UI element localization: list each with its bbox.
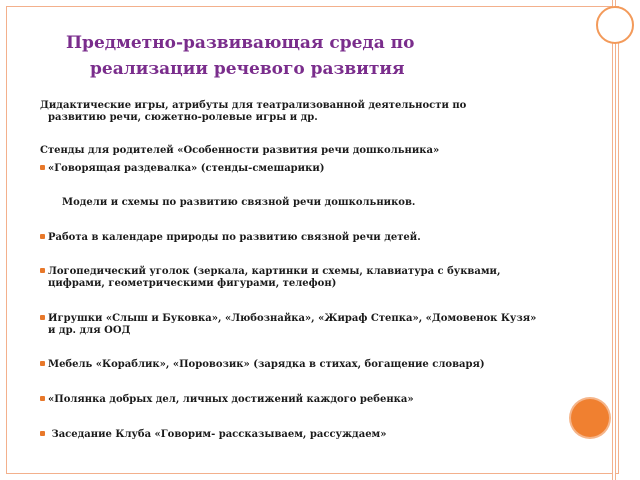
bullet-icon [40, 431, 45, 436]
title-line-2: реализации речевого развития [90, 59, 405, 79]
bullet-icon [40, 396, 45, 401]
decorative-vertical-line [612, 0, 616, 480]
list-item-text: Мебель «Кораблик», «Поровозик» (зарядка в стихах, богащение словаря) [48, 359, 485, 370]
list-item-text: «Полянка добрых дел, личных достижений каждого ребенка» [48, 394, 414, 405]
bullet-icon [40, 165, 45, 170]
list-item-text-cont: развитию речи, сюжетно-ролевые игры и др. [48, 112, 318, 123]
list-item [40, 313, 560, 337]
list-item [40, 429, 560, 441]
bullet-icon [40, 361, 45, 366]
bullet-icon [40, 315, 45, 320]
title-line-1: Предметно-развивающая среда по [66, 33, 415, 53]
bullet-icon [40, 234, 45, 239]
list-item [40, 197, 582, 209]
list-item-text: «Говорящая раздевалка» (стенды-смешарики) [48, 163, 325, 174]
list-item [40, 100, 560, 124]
bullet-icon [40, 268, 45, 273]
list-item-text: Заседание Клуба «Говорим- рассказываем, рассуждаем» [48, 429, 387, 440]
list-item-text: Модели и схемы по развитию связной речи дошкольников. [62, 197, 416, 208]
list-item-text-cont: цифрами, геометрическими фигурами, телефон) [48, 278, 337, 289]
decorative-orange-circle-icon [571, 399, 609, 437]
list-item-text-cont: и др. для ООД [48, 325, 131, 336]
list-item-text: Дидактические игры, атрибуты для театрализованной деятельности по [40, 100, 467, 111]
list-item-text: Работа в календаре природы по развитию связной речи детей. [48, 232, 421, 243]
list-item [40, 232, 560, 244]
list-item [40, 394, 560, 406]
list-item [40, 266, 560, 290]
list-item [40, 359, 560, 371]
list-item-text: Стенды для родителей «Особенности развития речи дошкольника» [40, 145, 440, 156]
list-item-text: Логопедический уголок (зеркала, картинки и схемы, клавиатура с буквами, [48, 266, 501, 277]
decorative-ring-icon [596, 6, 634, 44]
slide-title [40, 30, 460, 82]
list-item [40, 163, 560, 175]
list-item [40, 145, 560, 157]
list-item-text: Игрушки «Слыш и Буковка», «Любознайка», «Жираф Степка», «Домовенок Кузя» [48, 313, 537, 324]
